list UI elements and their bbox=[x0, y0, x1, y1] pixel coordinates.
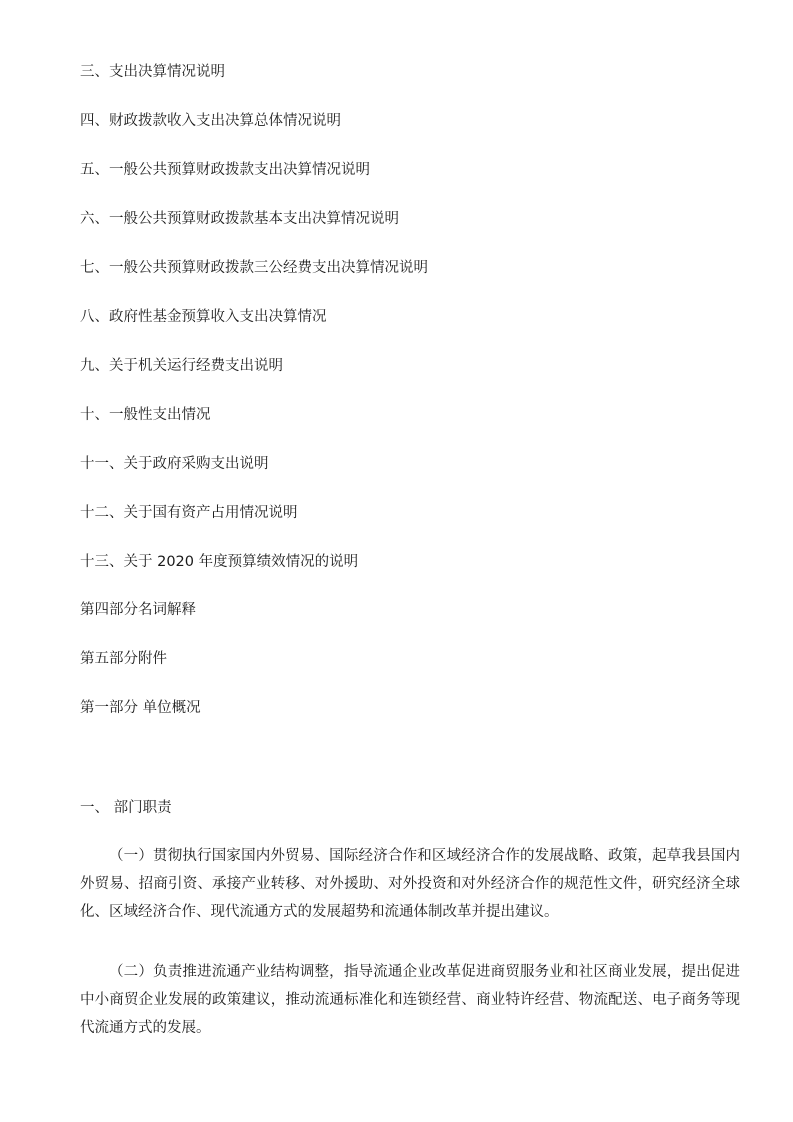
toc-item: 三、支出决算情况说明 bbox=[80, 64, 225, 80]
toc-item: 四、财政拨款收入支出决算总体情况说明 bbox=[80, 113, 341, 129]
duty-paragraph-2: （二）负责推进流通产业结构调整，指导流通企业改革促进商贸服务业和社区商业发展，提出促进中小商贸企业发展的政策建议，推动流通标准化和连锁经营、商业特许经营、物流配送、电子商务等现代流通方式的发展。 bbox=[80, 964, 740, 1036]
toc-item: 六、一般公共预算财政拨款基本支出决算情况说明 bbox=[80, 211, 399, 227]
toc-item: 十三、关于 2020 年度预算绩效情况的说明 bbox=[80, 554, 359, 570]
toc-item: 九、关于机关运行经费支出说明 bbox=[80, 358, 283, 374]
toc-item: 十一、关于政府采购支出说明 bbox=[80, 456, 269, 472]
toc-item: 第四部分名词解释 bbox=[80, 602, 196, 618]
duty-paragraph-1: （一）贯彻执行国家国内外贸易、国际经济合作和区域经济合作的发展战略、政策，起草我县国内外贸易、招商引资、承接产业转移、对外援助、对外投资和对外经济合作的规范性文件，研究经济全球化、区域经济合作、现代流通方式的发展超势和流通体制改革并提出建议。 bbox=[80, 848, 740, 920]
part-title: 第一部分 单位概况 bbox=[80, 700, 201, 716]
toc-item: 五、一般公共预算财政拨款支出决算情况说明 bbox=[80, 162, 370, 178]
toc-item: 八、政府性基金预算收入支出决算情况 bbox=[80, 309, 327, 325]
toc-item: 十二、关于国有资产占用情况说明 bbox=[80, 505, 298, 521]
toc-item: 十、一般性支出情况 bbox=[80, 407, 211, 423]
toc-item: 七、一般公共预算财政拨款三公经费支出决算情况说明 bbox=[80, 260, 428, 276]
section-heading: 一、 部门职责 bbox=[80, 800, 172, 816]
toc-item: 第五部分附件 bbox=[80, 651, 167, 667]
